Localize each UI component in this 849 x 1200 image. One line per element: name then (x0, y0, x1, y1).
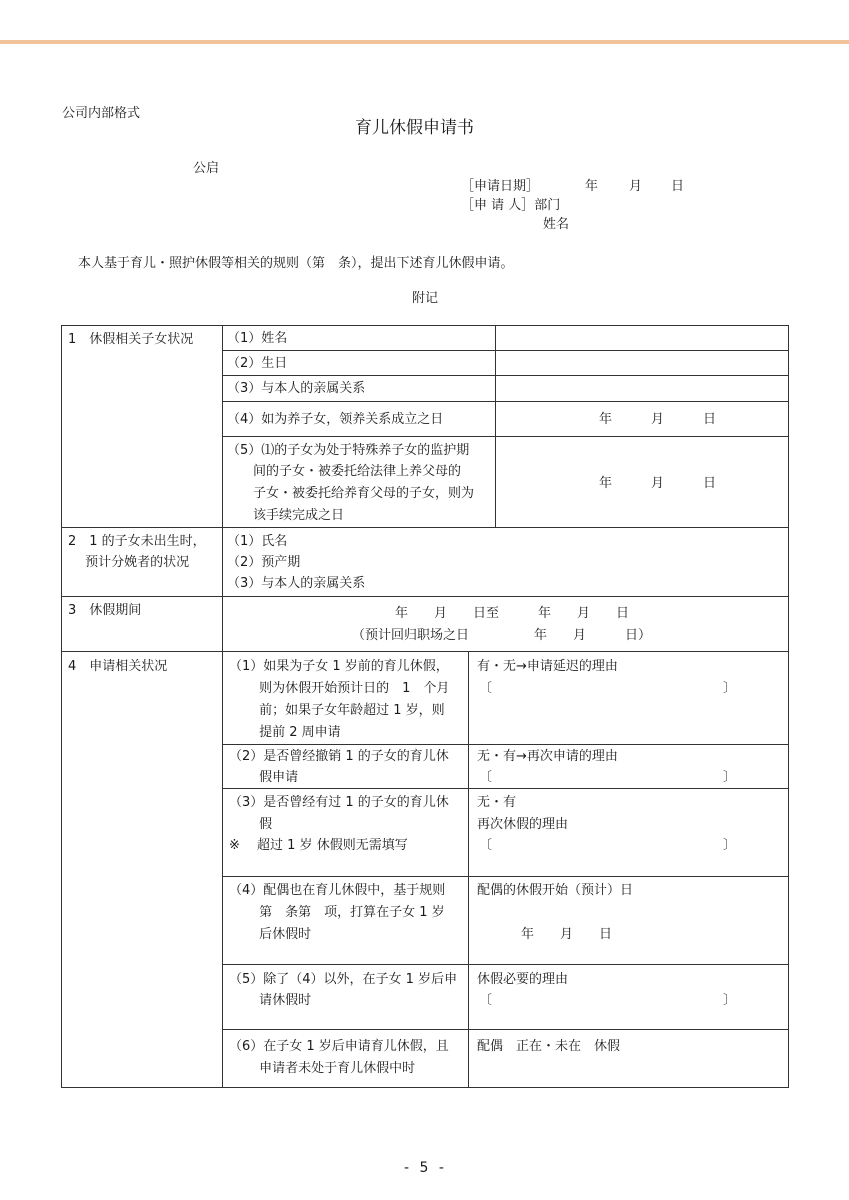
date-day-label: 日 (671, 179, 685, 194)
spouse-leave-start-field[interactable] (468, 876, 789, 965)
special-adoption-date-field[interactable] (495, 436, 789, 528)
adoption-date-field[interactable] (495, 401, 789, 437)
date-month-label: 月 (629, 179, 643, 194)
return-to-work-date: （预计回归职场之日 年 月 日） (352, 628, 652, 643)
spouse-leave-start-label: 配偶的休假开始（预计）日 (477, 883, 634, 898)
intro-statement: 本人基于育儿・照护休假等相关的规则（第 条），提出下述育儿休假申请。 (78, 256, 514, 271)
previous-leave-choice: 无・有 (477, 795, 517, 810)
spouse-on-leave-label-cell (222, 876, 469, 965)
mother-relationship-label: （3）与本人的亲属关系 (227, 576, 366, 591)
not-on-leave-label-cell (222, 1029, 469, 1088)
withdrawn-line-1: （2）是否曾经撤销 1 的子女的育儿休 (229, 749, 449, 764)
withdrawn-application-label-cell (222, 744, 469, 789)
section-2-heading-cell (61, 527, 223, 597)
section-1-heading-cell (61, 325, 223, 528)
previous-leave-note: ※ 超过 1 岁 休假则无需填写 (229, 838, 408, 853)
timing-line-1: （1）如果为子女 1 岁前的育儿休假， (229, 659, 449, 674)
reapply-bracket-close: 〕 (723, 770, 737, 785)
spouse-leave-start-date: 年 月 日 (521, 927, 613, 942)
spouse-leave-line-1: （4）配偶也在育儿休假中，基于规则 (229, 883, 446, 898)
necessity-bracket-close: 〕 (723, 993, 737, 1008)
previous-leave-line-2: 假 (229, 817, 273, 832)
special-adoption-line-4: 该手续完成之日 (227, 508, 345, 523)
previous-leave-label-cell (222, 788, 469, 877)
leave-period-range: 年 月 日至 年 月 日 (395, 606, 630, 621)
application-timing-label-cell (222, 651, 469, 745)
special-adoption-line-1: （5）⑴的子女为处于特殊养子女的监护期 (227, 443, 470, 458)
timing-line-2: 则为休假开始预计日的 1 个月 (229, 681, 450, 696)
spouse-leave-status: 配偶 正在・未在 休假 (477, 1039, 621, 1054)
section-3-heading-cell (61, 596, 223, 652)
withdrawn-line-2: 假申请 (229, 770, 299, 785)
child-relationship-label-cell (222, 375, 496, 402)
child-birthday-field[interactable] (495, 350, 789, 376)
child-birthday-label-cell (222, 350, 496, 376)
due-date-label: （2）预产期 (227, 555, 301, 570)
not-on-leave-line-1: （6）在子女 1 岁后申请育儿休假，且 (229, 1039, 449, 1054)
special-adoption-label-cell (222, 436, 496, 528)
adoption-date-placeholder: 年 月 日 (599, 412, 717, 427)
date-year-label: 年 (585, 179, 599, 194)
reapply-reason-label: 无・有→再次申请的理由 (477, 749, 618, 764)
applicant-dept-label: ［申 请 人］部门 (461, 198, 561, 213)
format-label: 公司内部格式 (62, 106, 141, 121)
necessity-bracket-open: 〔 (479, 993, 493, 1008)
leave-necessity-reason-field[interactable] (468, 964, 789, 1030)
applicant-name-label: 姓名 (543, 217, 570, 232)
special-adoption-date-placeholder: 年 月 日 (599, 476, 717, 491)
adoption-date-label-cell (222, 401, 496, 437)
section-4-title: 4 申请相关状况 (68, 659, 168, 674)
re-leave-reason-label: 再次休假的理由 (477, 817, 569, 832)
leave-necessity-label: 休假必要的理由 (477, 972, 569, 987)
special-adoption-line-2: 间的子女・被委托给法律上养父母的 (227, 464, 462, 479)
child-name-label: （1）姓名 (227, 331, 288, 346)
other-after-one-line-2: 请休假时 (229, 993, 312, 1008)
re-leave-bracket-close: 〕 (723, 838, 737, 853)
delay-reason-bracket-open: 〔 (479, 681, 493, 696)
section-2-title-line-1: 2 1 的子女未出生时， (68, 534, 206, 549)
spouse-leave-line-3: 后休假时 (229, 927, 312, 942)
adoption-date-label: （4）如为养子女，领养关系成立之日 (227, 412, 444, 427)
application-date-label: ［申请日期］ (461, 179, 540, 194)
spouse-leave-status-field[interactable] (468, 1029, 789, 1088)
spouse-leave-line-2: 第 条第 项，打算在子女 1 岁 (229, 905, 445, 920)
child-relationship-label: （3）与本人的亲属关系 (227, 381, 366, 396)
section-3-title: 3 休假期间 (68, 603, 142, 618)
special-adoption-line-3: 子女・被委托给养育父母的子女，则为 (227, 486, 475, 501)
child-birthday-label: （2）生日 (227, 356, 288, 371)
section-1-title: 1 休假相关子女状况 (68, 332, 194, 347)
previous-leave-line-1: （3）是否曾经有过 1 的子女的育儿休 (229, 795, 449, 810)
leave-period-field[interactable] (222, 596, 789, 652)
other-after-one-label-cell (222, 964, 469, 1030)
delay-reason-bracket-close: 〕 (723, 681, 737, 696)
not-on-leave-line-2: 申请者未处于育儿休假中时 (229, 1061, 416, 1076)
reapply-reason-field[interactable] (468, 744, 789, 789)
expected-birth-fields-cell[interactable] (222, 527, 789, 597)
child-name-label-cell (222, 325, 496, 351)
section-4-heading-cell (61, 651, 223, 1088)
section-2-title-line-2: 预计分娩者的状况 (68, 555, 190, 570)
delay-reason-label: 有・无→申请延迟的理由 (477, 659, 618, 674)
appendix-title: 附记 (412, 291, 439, 306)
re-leave-bracket-open: 〔 (479, 838, 493, 853)
form-title: 育儿休假申请书 (355, 118, 474, 138)
reapply-bracket-open: 〔 (479, 770, 493, 785)
child-relationship-field[interactable] (495, 375, 789, 402)
page-number: - 5 - (404, 1160, 447, 1176)
top-accent-rule (0, 40, 849, 44)
timing-line-4: 提前 2 周申请 (229, 725, 341, 740)
child-name-field[interactable] (495, 325, 789, 351)
addressee-label: 公启 (193, 161, 220, 176)
re-leave-reason-field[interactable] (468, 788, 789, 877)
other-after-one-line-1: （5）除了（4）以外，在子女 1 岁后申 (229, 972, 458, 987)
delay-reason-field[interactable] (468, 651, 789, 745)
mother-name-label: （1）氏名 (227, 534, 288, 549)
timing-line-3: 前；如果子女年龄超过 1 岁，则 (229, 703, 445, 718)
